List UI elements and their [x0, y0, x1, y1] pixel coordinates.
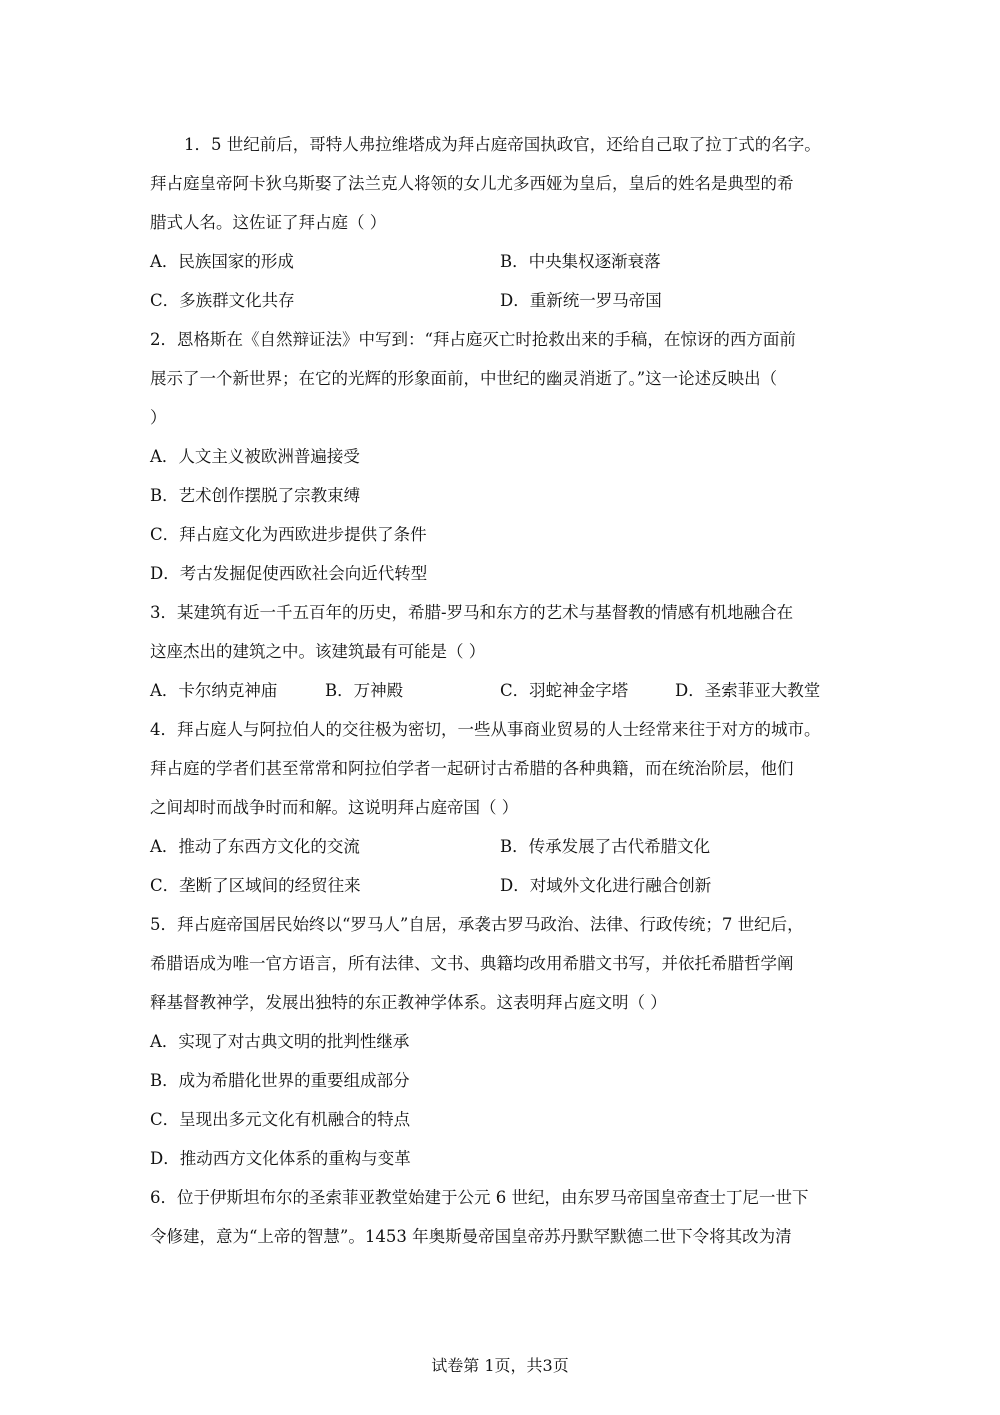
- q5-option-c: C．呈现出多元文化有机融合的特点: [150, 1110, 411, 1129]
- q2-option-d: D．考古发掘促使西欧社会向近代转型: [150, 564, 428, 583]
- q1-option-c: C．多族群文化共存: [150, 291, 295, 310]
- q6-stem-line-2: 令修建，意为“上帝的智慧”。1453 年奥斯曼帝国皇帝苏丹默罕默德二世下令将其改为清: [150, 1227, 792, 1246]
- q5-option-a: A．实现了对古典文明的批判性继承: [150, 1032, 410, 1051]
- q5-option-b: B．成为希腊化世界的重要组成部分: [150, 1071, 410, 1090]
- q3-option-d: D．圣索菲亚大教堂: [675, 681, 821, 700]
- q4-option-b: B．传承发展了古代希腊文化: [500, 837, 711, 856]
- q4-stem-line-2: 拜占庭的学者们甚至常常和阿拉伯学者一起研讨古希腊的各种典籍，而在统治阶层，他们: [150, 759, 794, 778]
- q3-option-b: B．万神殿: [325, 681, 404, 700]
- q5-option-d: D．推动西方文化体系的重构与变革: [150, 1149, 411, 1168]
- page-footer: 试卷第 1页，共3页: [431, 1356, 569, 1375]
- q2-option-a: A．人文主义被欧洲普遍接受: [150, 447, 360, 466]
- q3-option-a: A．卡尔纳克神庙: [150, 681, 278, 700]
- q1-stem-line-2: 拜占庭皇帝阿卡狄乌斯娶了法兰克人将领的女儿尤多西娅为皇后，皇后的姓名是典型的希: [150, 174, 794, 193]
- q1-option-b: B．中央集权逐渐衰落: [500, 252, 661, 271]
- q3-stem-line-2: 这座杰出的建筑之中。该建筑最有可能是（ ）: [150, 642, 486, 661]
- q4-option-a: A．推动了东西方文化的交流: [150, 837, 360, 856]
- q1-stem-line-3: 腊式人名。这佐证了拜占庭（ ）: [150, 213, 387, 232]
- q4-stem-line-1: 4．拜占庭人与阿拉伯人的交往极为密切，一些从事商业贸易的人士经常来往于对方的城市。: [150, 720, 821, 739]
- q2-stem-line-1: 2．恩格斯在《自然辩证法》中写到：“拜占庭灭亡时抢救出来的手稿，在惊讶的西方面前: [150, 330, 796, 349]
- q2-option-c: C．拜占庭文化为西欧进步提供了条件: [150, 525, 427, 544]
- q4-option-d: D．对域外文化进行融合创新: [500, 876, 712, 895]
- q2-option-b: B．艺术创作摆脱了宗教束缚: [150, 486, 361, 505]
- q2-stem-line-3: ）: [150, 408, 167, 427]
- q5-stem-line-1: 5．拜占庭帝国居民始终以“罗马人”自居，承袭古罗马政治、法律、行政传统；7 世纪后，: [150, 915, 804, 934]
- q4-option-c: C．垄断了区域间的经贸往来: [150, 876, 361, 895]
- q4-stem-line-3: 之间却时而战争时而和解。这说明拜占庭帝国（ ）: [150, 798, 519, 817]
- q2-stem-line-2: 展示了一个新世界；在它的光辉的形象面前，中世纪的幽灵消逝了。”这一论述反映出（: [150, 369, 778, 388]
- q3-option-c: C．羽蛇神金字塔: [500, 681, 629, 700]
- q5-stem-line-2: 希腊语成为唯一官方语言，所有法律、文书、典籍均改用希腊文书写，并依托希腊哲学阐: [150, 954, 794, 973]
- q5-stem-line-3: 释基督教神学，发展出独特的东正教神学体系。这表明拜占庭文明（ ）: [150, 993, 667, 1012]
- q1-option-a: A．民族国家的形成: [150, 252, 294, 271]
- q3-stem-line-1: 3．某建筑有近一千五百年的历史，希腊-罗马和东方的艺术与基督教的情感有机地融合在: [150, 603, 794, 622]
- q1-option-d: D．重新统一罗马帝国: [500, 291, 662, 310]
- q6-stem-line-1: 6．位于伊斯坦布尔的圣索菲亚教堂始建于公元 6 世纪，由东罗马帝国皇帝查士丁尼一世下: [150, 1188, 809, 1207]
- q1-stem-line-1: 1．5 世纪前后，哥特人弗拉维塔成为拜占庭帝国执政官，还给自己取了拉丁式的名字。: [184, 135, 821, 154]
